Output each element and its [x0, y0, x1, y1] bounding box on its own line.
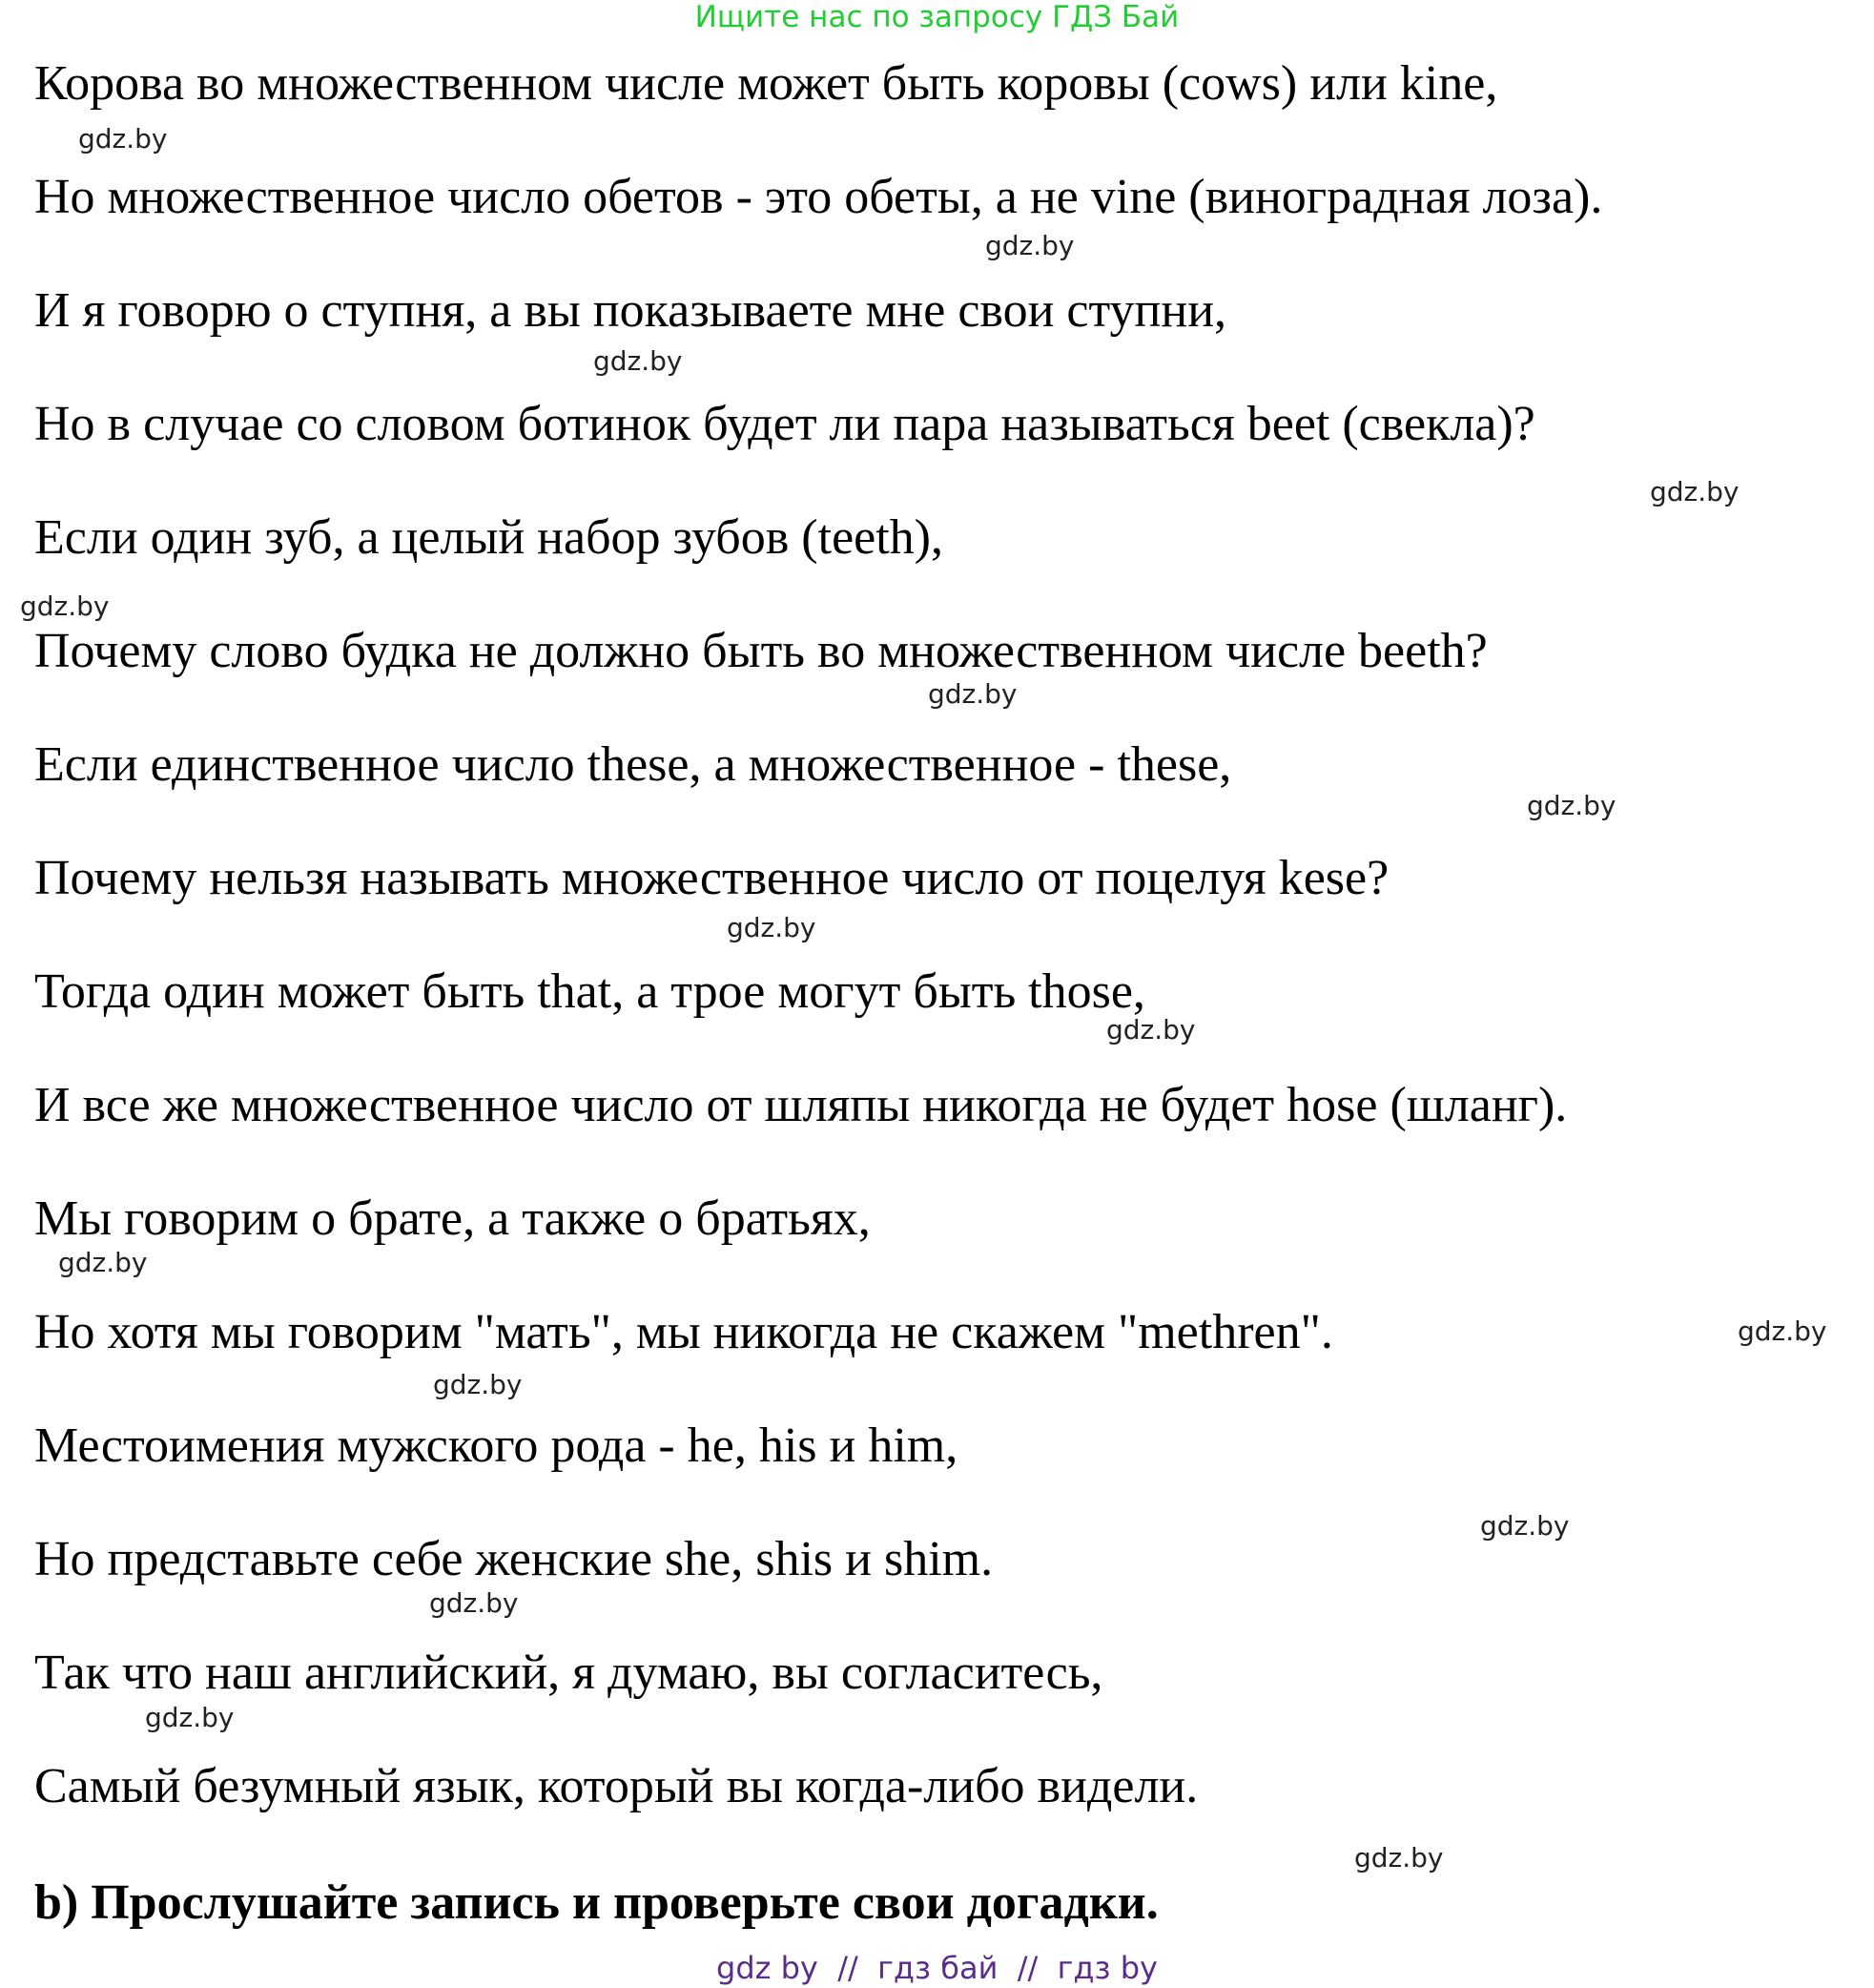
poem-line-3: И я говорю о ступня, а вы показываете мне свои ступни, [34, 283, 1227, 338]
search-banner[interactable]: Ищите нас по запросу ГДЗ Бай [694, 0, 1180, 34]
poem-line-5: Если один зуб, а целый набор зубов (teeth), [34, 510, 943, 565]
watermark: gdz.by [20, 590, 110, 622]
watermark: gdz.by [429, 1587, 519, 1619]
task-instruction: b) Прослушайте запись и проверьте свои догадки. [34, 1875, 1159, 1930]
watermark: gdz.by [433, 1369, 523, 1400]
poem-line-2: Но множественное число обетов - это обеты, а не vine (виноградная лоза). [34, 170, 1603, 224]
watermark: gdz.by [1106, 1014, 1196, 1046]
poem-line-11: Мы говорим о брате, а также о братьях, [34, 1191, 871, 1246]
poem-line-13: Местоимения мужского рода - he, his и him, [34, 1419, 958, 1473]
watermark: gdz.by [1480, 1510, 1570, 1542]
poem-line-4: Но в случае со словом ботинок будет ли пара называться beet (свекла)? [34, 397, 1535, 451]
poem-line-14: Но представьте себе женские she, shis и shim. [34, 1532, 994, 1586]
watermark: gdz.by [985, 230, 1075, 261]
poem-line-12: Но хотя мы говорим "мать", мы никогда не скажем "methren". [34, 1305, 1333, 1359]
watermark: gdz.by [1650, 476, 1740, 507]
poem-line-10: И все же множественное число от шляпы никогда не будет hose (шланг). [34, 1078, 1568, 1132]
poem-line-1: Корова во множественном числе может быть коровы (cows) или kine, [34, 56, 1498, 111]
watermark: gdz.by [727, 912, 816, 943]
watermark: gdz.by [78, 123, 168, 155]
watermark: gdz.by [593, 345, 683, 377]
watermark: gdz.by [1354, 1842, 1444, 1874]
poem-line-6: Почему слово будка не должно быть во множественном числе beeth? [34, 624, 1488, 678]
poem-line-9: Тогда один может быть that, а трое могут быть those, [34, 964, 1145, 1019]
poem-line-7: Если единственное число these, а множественное - these, [34, 737, 1232, 792]
watermark: gdz.by [928, 678, 1018, 710]
poem-line-8: Почему нельзя называть множественное число от поцелуя kese? [34, 851, 1390, 905]
poem-line-15: Так что наш английский, я думаю, вы согласитесь, [34, 1646, 1103, 1700]
watermark: gdz.by [1738, 1315, 1827, 1347]
watermark: gdz.by [58, 1247, 148, 1278]
poem-line-16: Самый безумный язык, который вы когда-либо видели. [34, 1759, 1199, 1813]
footer-watermark: gdz by // гдз бай // гдз by [716, 1950, 1158, 1986]
watermark: gdz.by [1527, 790, 1617, 821]
watermark: gdz.by [145, 1702, 235, 1733]
